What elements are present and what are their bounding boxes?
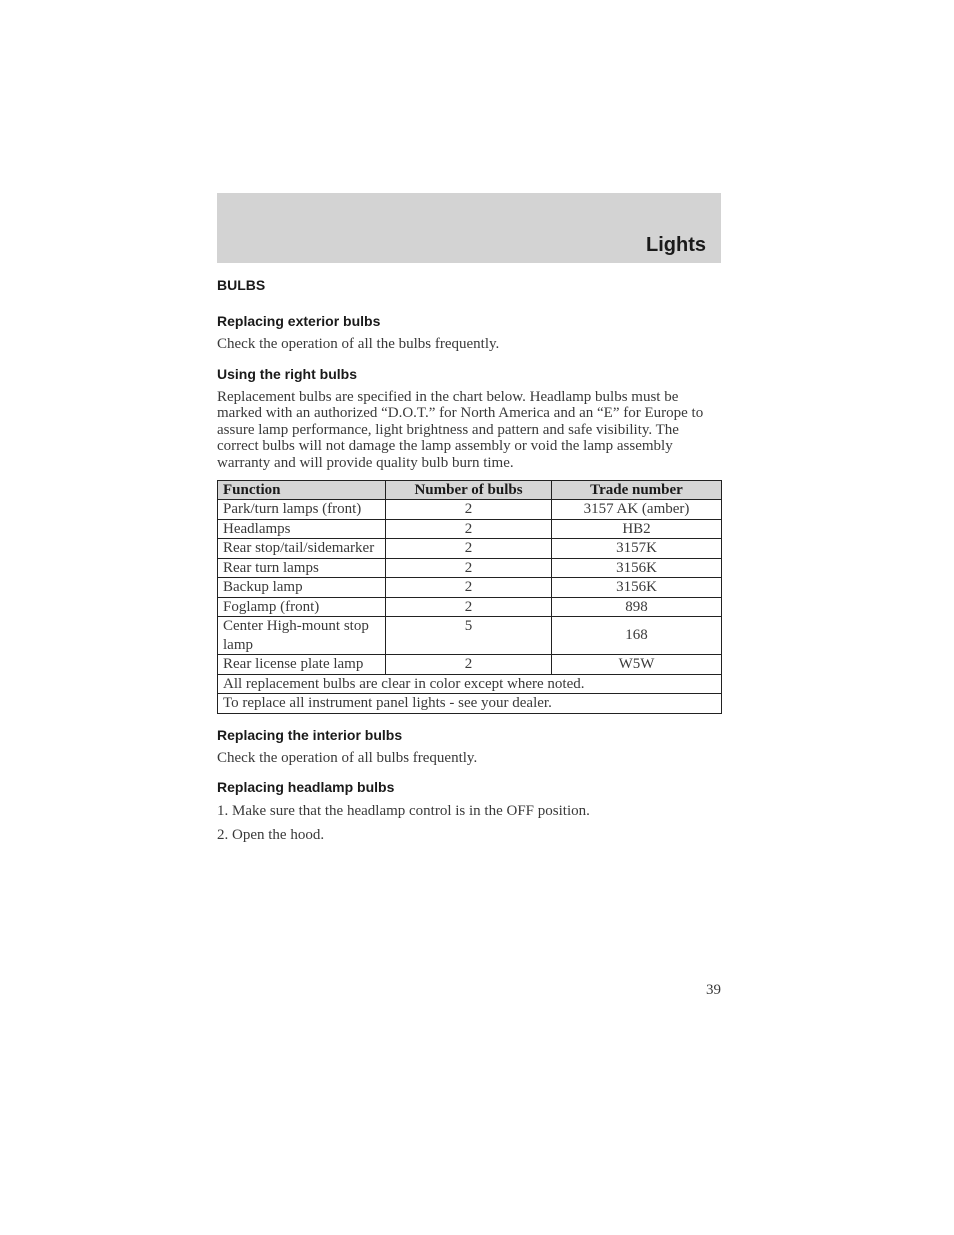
bulb-table — [217, 480, 722, 714]
count-cell: 2 — [386, 597, 552, 617]
count-cell: 5 — [386, 617, 552, 655]
table-row — [218, 655, 722, 675]
right-bulbs-text: Replacement bulbs are specified in the chart below. Headlamp bulbs must be marked with an authorized “D.O.T.” for North America and an “E” for Europe to assure lamp performance, light brightness and pattern and safe visibility. The correct bulbs will not damage the lamp assembly or void the lamp assembly warranty and will provide quality bulb burn time. — [217, 388, 704, 471]
trade-number-cell: W5W — [552, 655, 722, 675]
exterior-bulbs-text: Check the operation of all the bulbs frequently. — [217, 336, 500, 352]
page-number: 39 — [706, 982, 721, 998]
trade-number-cell: 3156K — [552, 558, 722, 578]
count-cell: 2 — [386, 655, 552, 675]
table-row — [218, 578, 722, 598]
count-cell: 2 — [386, 539, 552, 559]
table-row — [218, 558, 722, 578]
function-cell: Rear license plate lamp — [218, 655, 386, 675]
table-header-row — [218, 480, 722, 500]
count-cell: 2 — [386, 558, 552, 578]
function-cell: Headlamps — [218, 519, 386, 539]
trade-number-cell: 3157K — [552, 539, 722, 559]
function-cell: Rear turn lamps — [218, 558, 386, 578]
right-bulbs-heading: Using the right bulbs — [217, 365, 357, 382]
column-header-function: Function — [218, 480, 386, 500]
section-header-bar — [217, 193, 721, 263]
count-cell: 2 — [386, 500, 552, 520]
trade-number-cell: 168 — [552, 617, 722, 655]
table-row — [218, 597, 722, 617]
bulbs-heading: BULBS — [217, 277, 266, 293]
exterior-bulbs-heading: Replacing exterior bulbs — [217, 313, 381, 329]
table-row — [218, 500, 722, 520]
function-cell: Backup lamp — [218, 578, 386, 598]
table-row — [218, 539, 722, 559]
headlamp-step-1: 1. Make sure that the headlamp control is in the OFF position. — [217, 803, 590, 820]
trade-number-cell: 3156K — [552, 578, 722, 598]
function-cell: Center High-mount stop lamp — [218, 617, 386, 655]
function-cell: Rear stop/tail/sidemarker — [218, 539, 386, 559]
table-note: To replace all instrument panel lights - see your dealer. — [218, 694, 722, 714]
column-header-trade-number: Trade number — [552, 480, 722, 500]
function-cell: Park/turn lamps (front) — [218, 500, 386, 520]
table-note-row — [218, 674, 722, 694]
trade-number-cell: HB2 — [552, 519, 722, 539]
headlamp-step-2: 2. Open the hood. — [217, 826, 325, 843]
table-note-row — [218, 694, 722, 714]
table-row — [218, 617, 722, 655]
count-cell: 2 — [386, 578, 552, 598]
headlamp-bulbs-heading: Replacing headlamp bulbs — [217, 779, 395, 796]
trade-number-cell: 898 — [552, 597, 722, 617]
interior-bulbs-heading: Replacing the interior bulbs — [217, 726, 403, 743]
trade-number-cell: 3157 AK (amber) — [552, 500, 722, 520]
interior-bulbs-text: Check the operation of all bulbs frequently. — [217, 749, 478, 766]
table-row — [218, 519, 722, 539]
page-content — [217, 274, 721, 843]
function-cell: Foglamp (front) — [218, 597, 386, 617]
count-cell: 2 — [386, 519, 552, 539]
section-title: Lights — [646, 234, 706, 256]
table-note: All replacement bulbs are clear in color except where noted. — [218, 674, 722, 694]
column-header-number-of-bulbs: Number of bulbs — [386, 480, 552, 500]
